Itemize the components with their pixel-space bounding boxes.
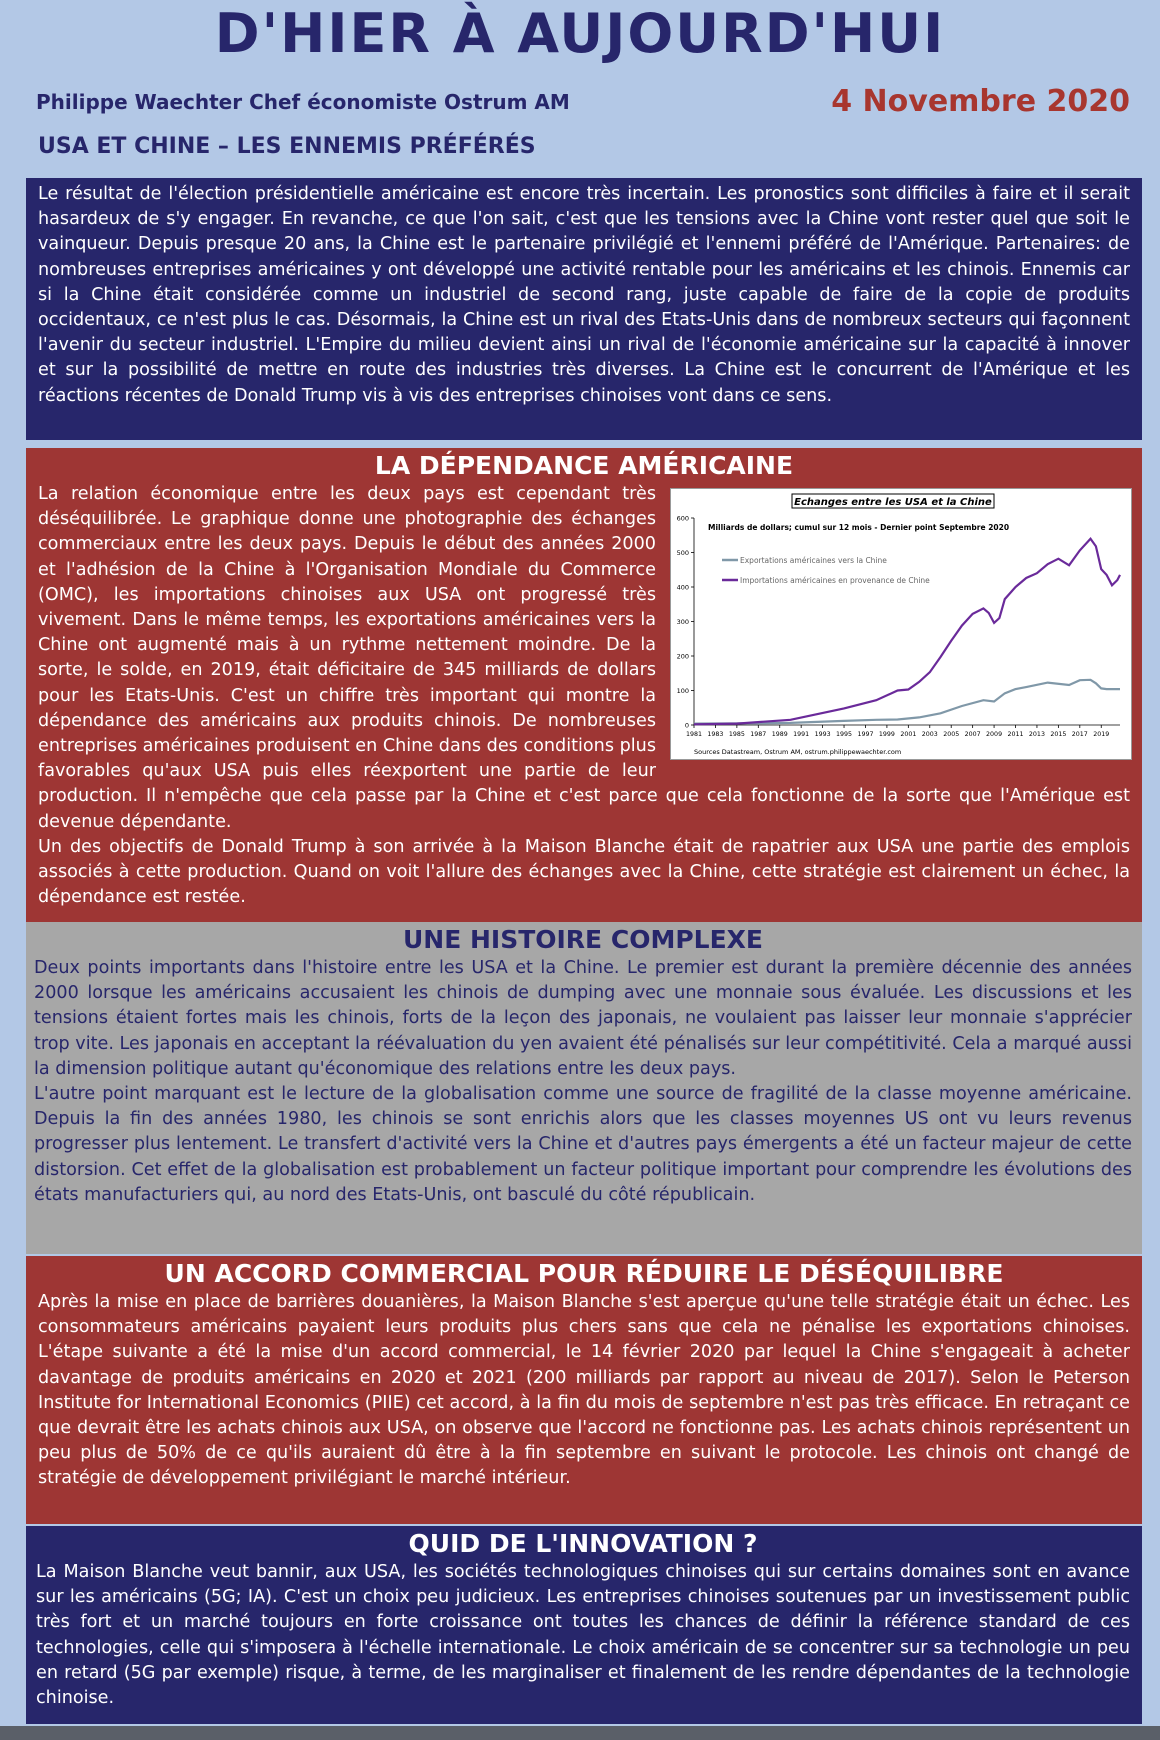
x-tick-label: 1999 [878,731,895,738]
x-tick-label: 2019 [1093,731,1110,738]
x-tick-label: 1993 [814,731,831,738]
page-subtitle: USA ET CHINE – LES ENNEMIS PRÉFÉRÉS [38,134,536,159]
x-tick-label: 1985 [728,731,745,738]
y-tick-label: 0 [684,721,689,730]
x-tick-label: 2015 [1050,731,1067,738]
dependance-title: LA DÉPENDANCE AMÉRICAINE [374,451,794,480]
y-tick-label: 600 [676,514,689,523]
histoire-text-2: L'autre point marquant est le lecture de la globalisation comme une source de fragilité de la classe moyenne américaine. Depuis la fin des années 1980, les chinois se sont enrichis alors que les classes moyennes US ont vu leurs revenus progresser plus lentement. Le transfert d'activité vers la Chine et d'autres pays émergents a été un facteur majeur de cette distorsion. Cet effet de la globalisation est probablement un facteur politique important pour comprendre les évolutions des états manufacturiers qui, au nord des Etats-Unis, ont basculé du côté républicain. [34,1084,1132,1205]
x-tick-label: 2011 [1007,731,1024,738]
y-tick-label: 400 [676,583,689,592]
histoire-section [26,922,1142,1254]
legend-imports: Importations américaines en provenance de Chine [740,576,930,585]
footer-bar [0,1726,1160,1740]
accord-text: Après la mise en place de barrières douanières, la Maison Blanche s'est aperçue qu'une telle stratégie était un échec. Les consommateurs américains payaient leurs produits plus chers sans que cela ne pénalise les exportations chinoises. L'étape suivante a été la mise d'un accord commercial, le 14 février 2020 par lequel la Chine s'engageait à acheter davantage de produits américains en 2020 et 2021 (200 milliards par rapport au niveau de 2017). Selon le Peterson Institute for International Economics (PIIE) cet accord, à la fin du mois de septembre n'est pas très efficace. En retraçant ce que devrait être les achats chinois aux USA, on observe que l'accord ne fonctionne pas. Les achats chinois représentent un peu plus de 50% de ce qu'ils auraient dû être à la fin septembre en suivant le protocole. Les chinois ont changé de stratégie de développement privilégiant le marché intérieur. [38,1292,1130,1489]
x-tick-label: 1991 [793,731,810,738]
page-title: D'HIER À AUJOURD'HUI [214,2,946,65]
chart-subtitle: Milliards de dollars; cumul sur 12 mois - Dernier point Septembre 2020 [708,523,1010,532]
y-tick-label: 300 [676,618,689,626]
innovation-title: QUID DE L'INNOVATION ? [408,1529,758,1558]
x-tick-label: 2003 [921,731,938,738]
publication-date: 4 Novembre 2020 [831,84,1130,119]
accord-section [26,1256,1142,1524]
y-tick-label: 200 [676,652,689,661]
trade-chart-svg [670,488,1132,760]
accord-title: UN ACCORD COMMERCIAL POUR RÉDUIRE LE DÉSÉQUILIBRE [164,1259,1004,1288]
histoire-text-1: Deux points importants dans l'histoire entre les USA et la Chine. Le premier est durant la première décennie des années 2000 lorsque les américains accusaient les chinois de dumping avec une monnaie sous évaluée. Les discussions et les tensions étaient fortes mais les chinois, forts de la leçon des japonais, ne voulaient pas laisser leur monnaie s'apprécier trop vite. Les japonais en acceptant la réévaluation du yen avaient été pénalisés sur leur compétitivité. Cela a marqué aussi la dimension politique autant qu'économique des relations entre les deux pays. [34,958,1132,1079]
x-tick-label: 1981 [685,731,703,738]
x-tick-label: 2017 [1071,731,1088,738]
innovation-text: La Maison Blanche veut bannir, aux USA, les sociétés technologiques chinoises qui sur certains domaines sont en avance sur les américains (5G; IA). C'est un choix peu judicieux. Les entreprises chinoises soutenues par un investissement public très fort et un marché toujours en forte croissance ont toutes les chances de définir la référence standard de ces technologies, celle qui s'imposera à l'échelle internationale. Le choix américain de se concentrer sur sa technologie un peu en retard (5G par exemple) risque, à terme, de les marginaliser et finalement de les rendre dépendantes de la technologie chinoise. [36,1562,1130,1709]
chart-title: Echanges entre les USA et la Chine [794,497,992,508]
y-tick-label: 500 [676,549,689,557]
x-tick-label: 1983 [707,731,724,738]
x-tick-label: 1987 [750,731,767,738]
intro-text: Le résultat de l'élection présidentielle américaine est encore très incertain. Les pronostics sont difficiles à faire et il serait hasardeux de s'y engager. En revanche, ce que l'on sait, c'est que les tensions avec la Chine vont rester quel que soit le vainqueur. Depuis presque 20 ans, la Chine est le partenaire privilégié et l'ennemi préféré de l'Amérique. Partenaires: de nombreuses entreprises américaines y ont développé une activité rentable pour les américains et les chinois. Ennemis car si la Chine était considérée comme un industriel de second rang, juste capable de faire de la copie de produits occidentaux, ce n'est plus le cas. Désormais, la Chine est un rival des Etats-Unis dans de nombreux secteurs qui façonnent l'avenir du secteur industriel. L'Empire du milieu devient ainsi un rival de l'économie américaine sur la capacité à innover et sur la possibilité de mettre en route des industries très diverses. La Chine est le concurrent de l'Amérique et les réactions récentes de Donald Trump vis à vis des entreprises chinoises vont dans ce sens. [38,184,1130,406]
x-tick-label: 2007 [964,731,981,738]
intro-section [26,178,1142,440]
x-tick-label: 2009 [986,731,1003,738]
innovation-section [26,1526,1142,1724]
legend-exports: Exportations américaines vers la Chine [740,556,887,565]
x-tick-label: 1995 [836,731,853,738]
histoire-title: UNE HISTOIRE COMPLEXE [402,925,764,954]
dependance-section [26,448,1142,922]
dependance-text-2: Un des objectifs de Donald Trump à son arrivée à la Maison Blanche était de rapatrier aux USA une partie des emplois associés à cette production. Quand on voit l'allure des échanges avec la Chine, cette stratégie est clairement un échec, la dépendance est restée. [38,836,1130,908]
trade-chart [670,488,1132,760]
x-tick-label: 1997 [857,731,874,738]
y-tick-label: 100 [676,687,689,695]
x-tick-label: 2013 [1028,731,1045,738]
chart-source: Sources Datastream, Ostrum AM, ostrum.philippewaechter.com [694,748,902,756]
author-line: Philippe Waechter Chef économiste Ostrum AM [36,90,570,114]
x-tick-label: 1989 [771,731,788,738]
x-tick-label: 2001 [900,731,917,738]
dependance-text-1: La relation économique entre les deux pays est cependant très déséquilibrée. Le graphique donne une photographie des échanges commerciaux entre les deux pays. Depuis le début des années 2000 et l'adhésion de la Chine à l'Organisation Mondiale du Commerce (OMC), les importations chinoises aux USA ont progressé très vivement. Dans le même temps, les exportations américaines vers la Chine ont augmenté mais à un rythme nettement moindre. De la sorte, le solde, en 2019, était déficitaire de 345 milliards de dollars pour les Etats-Unis. C'est un chiffre très important qui montre la dépendance des américains aux produits chinois. De nombreuses entreprises américaines produisent en Chine dans des conditions plus favorables qu'aux USA puis elles réexportent une partie de leur production. Il n'empêche que cela passe par la Chine et c'est parce que cela fonctionne de la sorte que l'Amérique est devenue dépendante. [38,484,1130,832]
x-tick-label: 2005 [943,731,960,738]
